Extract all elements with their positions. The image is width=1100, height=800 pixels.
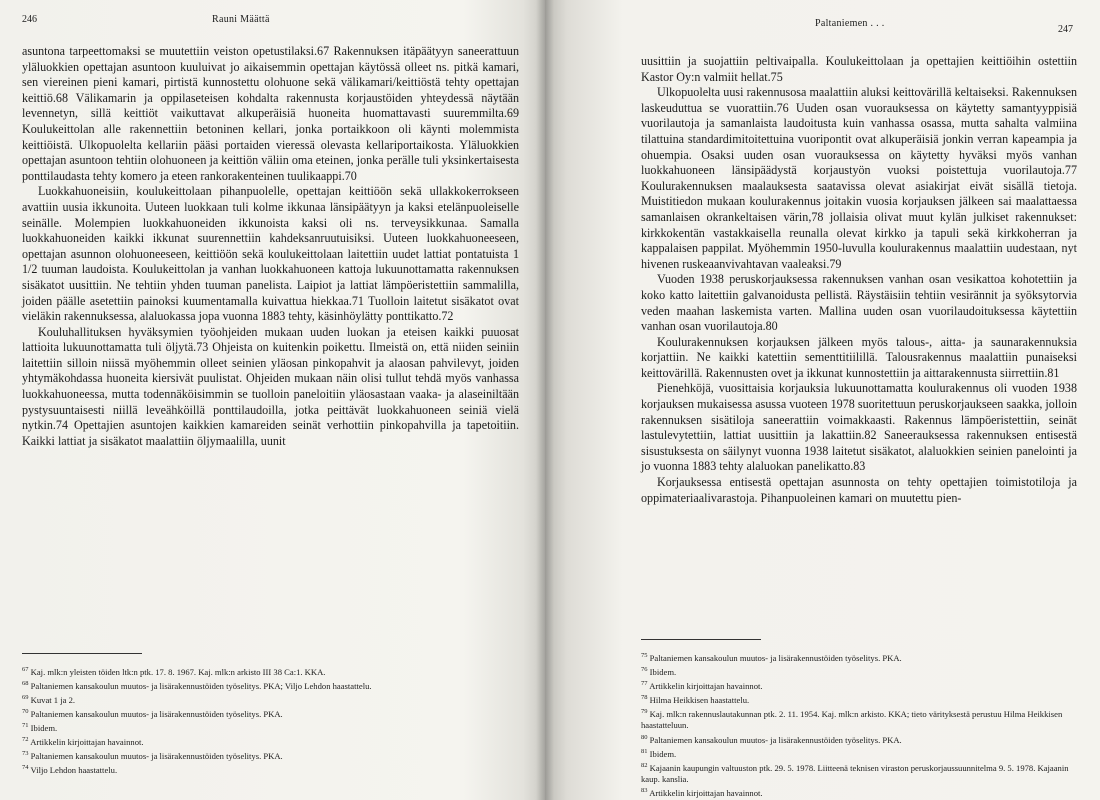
left-page (0, 0, 545, 800)
footnote: $^{67}$ Kaj. mlk:n yleisten töiden ltk:n ptk. 17. 8. 1967. Kaj. mlk:n arkisto III 38 Ca:1. KKA. (22, 666, 326, 677)
footnote-rule (641, 639, 761, 640)
paragraph: uusittiin ja suojattiin peltivaipalla. Koulukeittolaan ja opettajien keittiöihin ostettiin Kastor Oy:n valmiit hellat.75 (641, 54, 1077, 84)
paragraph: asuntona tarpeettomaksi se muutettiin veiston opetustilaksi.67 Rakennuksen itäpäätyyn saneerattuun yläluokkien opettajan asuntoon kuuluivat jo aikaisemmin opettajan käytössä olleet ns. pitkä kamari, sen viereinen pieni kamari, pirtistä kunnostettu olohuone sekä välikamari/keittiöstä tehty opettajan keittiö.68 Välikamarin ja oppilaseteisen kohdalta rakennusta korjaustöiden yhteydessä näytään levennetyn, sillä keittiöt vaikuttavat alkuperäisiä huoneita huomattavasti suuremmilta.69 Koulukeittolan alle rakennettiin betoninen kellari, jonka portaikkoon oli käynti molemmista keittiöistä. Ulkopuolelta kellariin pääsi portaiden vieressä olevasta kellariportaikosta. Yläluokkien opettajan asuntoon tehtiin olohuoneen ja keittiön väliin oma eteinen, jonka perälle tuli yksinkertaisesta ponttilaudasta tehty komero ja eteen rankorakenteinen tuulikaappi.70 (22, 44, 519, 183)
footnote: $^{73}$ Paltaniemen kansakoulun muutos- ja lisärakennustöiden työselitys. PKA. (22, 750, 283, 762)
footnote: $^{69}$ Kuvat 1 ja 2. (22, 694, 76, 705)
footnote: $^{79}$ Kaj. mlk:n rakennuslautakunnan ptk. 2. 11. 1954. Kaj. mlk:n arkisto. KKA; tieto värityksestä perustuu Hilma Heikkisen haastatteluun. (641, 708, 1063, 731)
body-text (22, 44, 519, 449)
footnote: $^{81}$ Ibidem. (641, 747, 677, 759)
paragraph: Pienehköjä, vuosittaisia korjauksia lukuunottamatta koulurakennus oli vuoden 1938 korjauksen mukaisessa asussa vuoteen 1978 suoritettuun peruskorjaukseen saakka, jolloin rakennuksen sisätiloja saneerattiin voimakkaasti. Rakennus lämpöeristettiin, seinät lastulevytettiin, lattiat uusittiin ja lakattiin.82 Saneerauksessa rakennuksen entisestä sisustuksesta on säilynyt vuonna 1938 laitetut sisäkatot, alaluokkien seinien panelointi ja jo vuonna 1883 tehty alaluokan panelikatto.83 (641, 381, 1077, 474)
footnote: $^{82}$ Kajaanin kaupungin valtuuston ptk. 29. 5. 1978. Liitteenä teknisen viraston peruskorjaussuunnitelma 9. 5. 1978. Kajaanin kaup. kanslia. (641, 761, 1069, 784)
footnote: $^{78}$ Hilma Heikkisen haastattelu. (641, 694, 750, 706)
footnote: $^{70}$ Paltaniemen kansakoulun muutos- ja lisärakennustöiden työselitys. PKA. (22, 708, 283, 720)
footnotes (22, 664, 522, 777)
footnotes (641, 650, 1077, 799)
footnote-rule (22, 653, 142, 654)
page-number: 247 (1058, 24, 1073, 35)
paragraph: Ulkopuolelta uusi rakennusosa maalattiin aluksi keittovärillä keltaiseksi. Rakennuksen laskeuduttua se vuorattiin.76 Uuden osan vuorauksessa on käytetty samantyyppisiä vuorilautoja ja samanlaista laudoitusta kuin vanhassa osassa, mutta sahalta valmiina tilattuina standardimitoitettuina vuoripontit ovat alkuperäisiä jonkin verran kapeampia ja ohuempia. Osaksi uuden osan vuorauksessa on käytetty hyväksi myös vanhan luokkahuoneen länsipäädystä korjaustyön vuoksi poistettuja vuorilautoja.77 Koulurakennuksen maalauksesta saatavissa olevat asiakirjat eivät sisällä tietoja. Muistitiedon mukaan koulurakennus joitakin vuosia korjauksen jälkeen sai maalattaessa samanlaisen okrankeltaisen värin,78 jollaisia olivat muut kylän julkiset rakennukset: kirkkokentän vastakkaisella reunalla olevat kirkko ja tapuli sekä kirkkoherran ja kappalaisen pappilat. Myöhemmin 1950-luvulla koulurakennus maalattiin uudestaan, nyt hivenen ruskeaanvivahtavan vaaleaksi.79 (641, 85, 1077, 271)
footnote: $^{83}$ Artikkelin kirjoittajan havainnot. (641, 786, 763, 798)
footnote: $^{68}$ Paltaniemen kansakoulun muutos- ja lisärakennustöiden työselitys. PKA; Viljo Lehdon haastattelu. (22, 680, 372, 691)
footnote: $^{77}$ Artikkelin kirjoittajan havainnot. (641, 680, 763, 691)
book-gutter (536, 0, 554, 800)
footnote: $^{74}$ Viljo Lehdon haastattelu. (22, 764, 118, 776)
paragraph: Luokkahuoneisiin, koulukeittolaan pihanpuolelle, opettajan keittiöön sekä ullakkokerrokseen avattiin uusia ikkunoita. Uuteen luokkaan tuli kolme ikkunaa länsipäätyyn ja kaksi etelänpuoleiselle seinälle. Molempien luokkahuoneiden ikkunoista kaksi oli ns. terveysikkunaa. Samalla luokkahuoneiden kaikki ikkunat suurennettiin kahdeksanruutuisiksi. Uuteen luokkahuoneeseen, opettajan asunnon olohuoneeseen, keittiöön sekä koulukeittolaan laitettiin uudet lattiat pontatuista 1 1/2 tuuman laudoista. Koulukeittolan ja vanhan luokkahuoneen kattoja lukuunottamatta rakennuksen sisäkatot uusittiin. Ne tehtiin yhden tuuman panelista. Laipiot ja lattiat lämpöeristettiin sammalilla, joiden päälle asetettiin painoksi kuumentamalla kuivattua hiekkaa.71 Tuolloin laitetut sisäkatot ovat vieläkin rakennuksessa, alaluokassa jopa vuonna 1883 tehty, käsinhöylätty ponttikatto.72 (22, 184, 519, 324)
right-page (545, 0, 1100, 800)
running-head: Rauni Määttä (212, 14, 270, 25)
page-number: 246 (22, 14, 37, 25)
footnote: $^{80}$ Paltaniemen kansakoulun muutos- ja lisärakennustöiden työselitys. PKA. (641, 733, 902, 745)
footnote: $^{71}$ Ibidem. (22, 722, 58, 734)
footnote: $^{75}$ Paltaniemen kansakoulun muutos- ja lisärakennustöiden työselitys. PKA. (641, 652, 902, 663)
paragraph: Kouluhallituksen hyväksymien työohjeiden mukaan uuden luokan ja eteisen kaikki puuosat lattioita lukuunottamatta tuli öljytä.73 Ohjeista on kuitenkin poikettu. Ilmeistä on, että niiden seiniin laitettiin silloin niissä myöhemmin olleet seinien yläosan pinkopahvit ja alaosan pahvilevyt, joiden yhtymäkohdassa huoneita kiersivät puulistat. Ohjeiden mukaan näin olisi tullut tehdä myös vanhassa luokkahuoneessa, mutta todennäköisimmin se tuolloin paneloitiin yläosastaan vaaka- ja alaseiniltään pystysuuntaisesti niillä leveähköillä ponttilaudoilla, jotka peittävät luokkahuoneen seiniä vielä nytkin.74 Opettajien asuntojen kaikkien kamareiden seinät verhottiin pinkopahvilla ja tapetoitiin. Kaikki lattiat ja sisäkatot maalattiin öljymaalilla, uunit (22, 324, 519, 448)
paragraph: Vuoden 1938 peruskorjauksessa rakennuksen vanhan osan vesikattoa kohotettiin ja koko katto laitettiin galvanoidusta pellistä. Räystäisiin tehtiin vesirännit ja syöksytorvia veden maahan laskemista varten. Mallina uuden osan vuorilaudoituksessa käytettiin vanhan osan vuorilautoja.80 (641, 272, 1077, 334)
footnote: $^{72}$ Artikkelin kirjoittajan havainnot. (22, 736, 144, 748)
paragraph: Koulurakennuksen korjauksen jälkeen myös talous-, aitta- ja saunarakennuksia korjattiin. Ne kaikki katettiin sementtitiilillä. Talousrakennus maalattiin punaiseksi keittovärillä. Rakennusten ovet ja ikkunat kunnostettiin ja aittarakennusta siirrettiin.81 (641, 334, 1077, 380)
footnote: $^{76}$ Ibidem. (641, 666, 677, 677)
running-head: Paltaniemen . . . (815, 18, 885, 29)
paragraph: Korjauksessa entisestä opettajan asunnosta on tehty opettajien toimistotiloja ja oppimateriaalivarastoja. Pihanpuoleinen kamari on muutettu pien- (641, 475, 1077, 505)
body-text (641, 54, 1077, 506)
